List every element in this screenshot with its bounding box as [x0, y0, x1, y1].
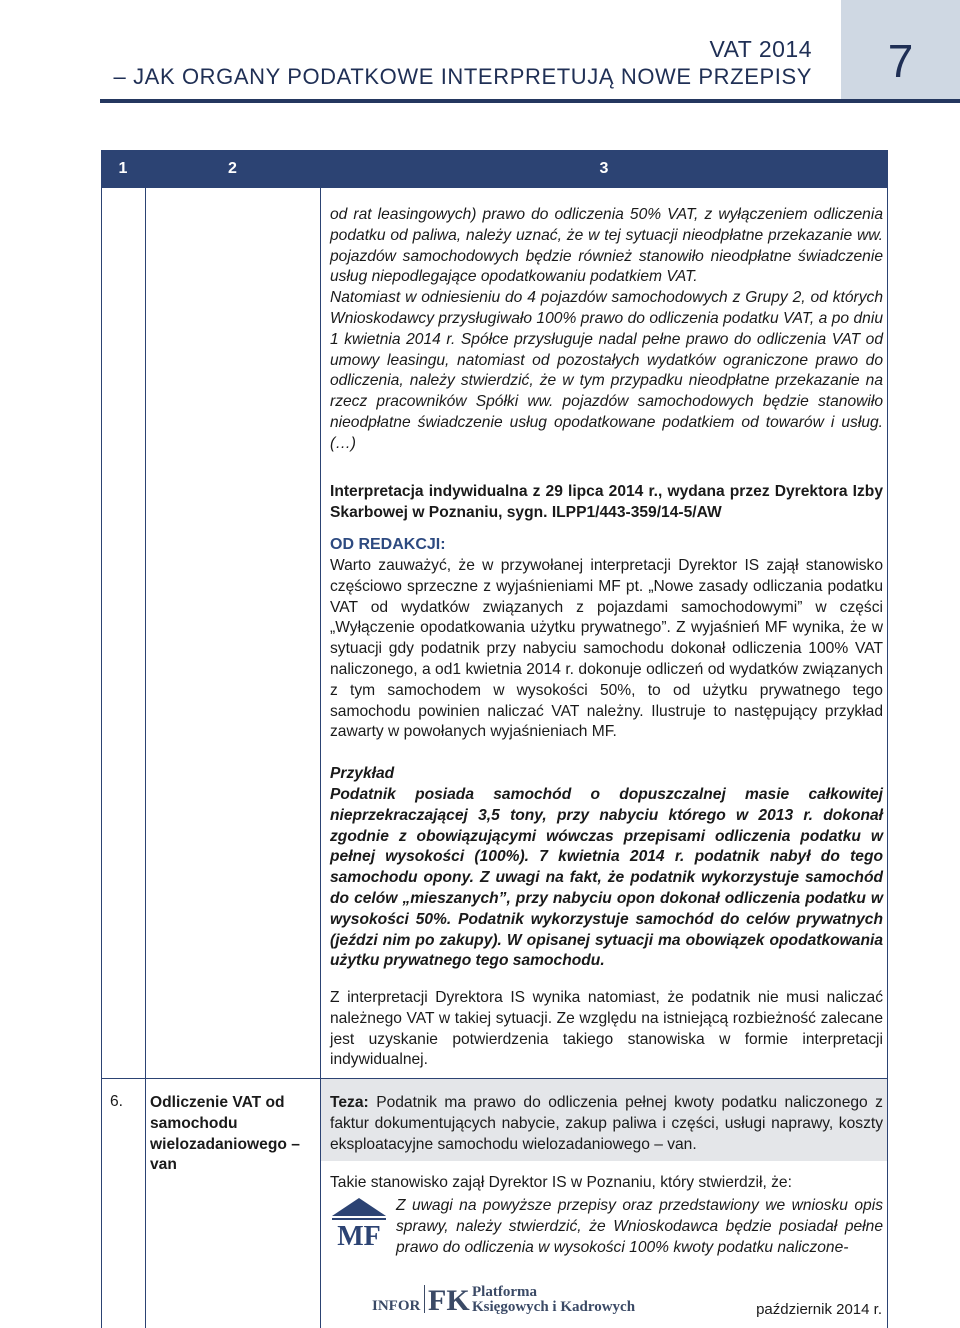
stance-text: Takie stanowisko zajął Dyrektor IS w Poznaniu, który stwierdził, że: [330, 1174, 792, 1191]
infor-logo-text: INFOR [372, 1298, 421, 1314]
thesis [330, 1093, 883, 1155]
platform-line-1: Platforma [472, 1284, 537, 1300]
page-number: 7 [887, 35, 914, 87]
quote-paragraph-1: od rat leasingowych) prawo do odliczenia 50% VAT, z wyłączeniem odliczenia podatku od paliwa, należy uznać, że w tej sytuacji nieodpłatne przekazanie ww. pojazdów samochodowych będzie również stanowiło nieodpłatne świadczenie usług niepodlegające opodatkowaniu podatkiem VAT. [330, 206, 883, 286]
column-header-3: 3 [599, 160, 609, 177]
after-example-text: Z interpretacji Dyrektora IS wynika natomiast, że podatnik nie musi naliczać należnego VAT w takiej sytuacji. Ze względu na istniejącą rozbieżność zalecane jest uzyskanie potwierdzenia takiego stanowiska w formie interpretacji indywidualnej. [330, 989, 883, 1069]
thesis-text: Podatnik ma prawo do odliczenia pełnej kwoty podatku naliczonego z faktur dokumentujących nabycie, zakup paliwa i części, usługi naprawy, koszty eksploatacyjne samochodu wielozadaniowego – van. [330, 1094, 883, 1153]
platform-line-2: Księgowych i Kadrowych [472, 1299, 636, 1315]
table-border-right [887, 150, 888, 1328]
table-divider-1 [145, 150, 146, 1328]
mf-logo-text: MF [337, 1221, 381, 1248]
header-subtitle: – JAK ORGANY PODATKOWE INTERPRETUJĄ NOWE PRZEPISY [113, 64, 812, 89]
table-header [101, 150, 888, 188]
footer-date: październik 2014 r. [756, 1301, 882, 1318]
column-header-2: 2 [228, 160, 237, 177]
editorial-text: Warto zauważyć, że w przywołanej interpretacji Dyrektor IS zajął stanowisko częściowo sprzeczne z wyjaśnieniami MF pt. „Nowe zasady odliczania podatku VAT od wydatków związanych z pojazdami samochodowymi” w części „Wyłączenie opodatkowania użytku prywatnego”. Z wyjaśnień MF wynika, że w sytuacji gdy podatnik przy nabyciu samochodu dokonał odliczenia 100% VAT naliczonego, a od1 kwietnia 2014 r. dokonuje odliczeń od wydatków związanych z tym samochodem w wysokości 50%, to od użytku prywatnego tego samochodu powinien naliczać VAT należny. Ilustruje to następujący przykład zawarty w powołanych wyjaśnieniach MF. [330, 557, 883, 741]
infor-fk-logo [370, 1279, 670, 1315]
interpretation-reference: Interpretacja indywidualna z 29 lipca 2014 r., wydana przez Dyrektora Izby Skarbowej w Poznaniu, sygn. ILPP1/443-359/14-5/AW [330, 483, 883, 521]
quote-paragraph-2: Natomiast w odniesieniu do 4 pojazdów samochodowych z Grupy 2, od których Wnioskodawcy przysługiwało 100% prawo do odliczenia podatku VAT, a po dniu 1 kwietnia 2014 r. Spółce przysługuje nadal pełne prawo do odliczenia VAT od umowy leasingu, natomiast od pozostałych wydatków ograniczone prawo do odliczenia, należy stwierdzić, że w tym przypadku nieodpłatne przekazanie na rzecz pracowników Spółki ww. pojazdów samochodowych będzie stanowiło nieodpłatne świadczenie usług opodatkowane podatkiem od towarów i usług. (…) [330, 289, 883, 452]
thesis-label: Teza: [330, 1094, 369, 1111]
row-number: 6. [110, 1093, 124, 1110]
ruling-quote: Z uwagi na powyższe przepisy oraz przedstawiony we wniosku opis sprawy, należy stwierdzić, że Wnioskodawca będzie posiadał pełne prawo do odliczenia w wysokości 100% kwoty podatku naliczone- [396, 1197, 883, 1256]
header-year: VAT 2014 [709, 36, 812, 62]
mf-logo [330, 1196, 388, 1248]
quote-continuation [330, 205, 883, 455]
editorial-heading: OD REDAKCJI: [330, 536, 446, 553]
row-label: Odliczenie VAT od samochodu wielozadaniowego – van [150, 1094, 300, 1174]
column-header-1: 1 [118, 160, 128, 177]
example-text: Podatnik posiada samochód o dopuszczalnej masie całkowitej nieprzekraczającej 3,5 tony, przy nabyciu którego w 2013 r. dokonał zgodnie z obowiązującymi wówczas przepisami odliczenia podatku w pełnej wysokości (100%). 7 kwietnia 2014 r. podatnik nabył do tego samochodu opony. Z uwagi na fakt, że podatnik wykorzystuje samochód do celów „mieszanych”, przy nabyciu opon dokonał odliczenia podatku w wysokości 50%. Podatnik wykorzystuje samochód do celów prywatnych (jeździ nim po zakupy). W opisanej sytuacji ma obowiązek opodatkowania użytku prywatnego tego samochodu. [330, 786, 883, 970]
table-border-left [101, 150, 102, 1328]
header-rule [100, 99, 960, 103]
fk-logo-text: FK [428, 1284, 470, 1315]
example-title: Przykład [330, 765, 395, 782]
